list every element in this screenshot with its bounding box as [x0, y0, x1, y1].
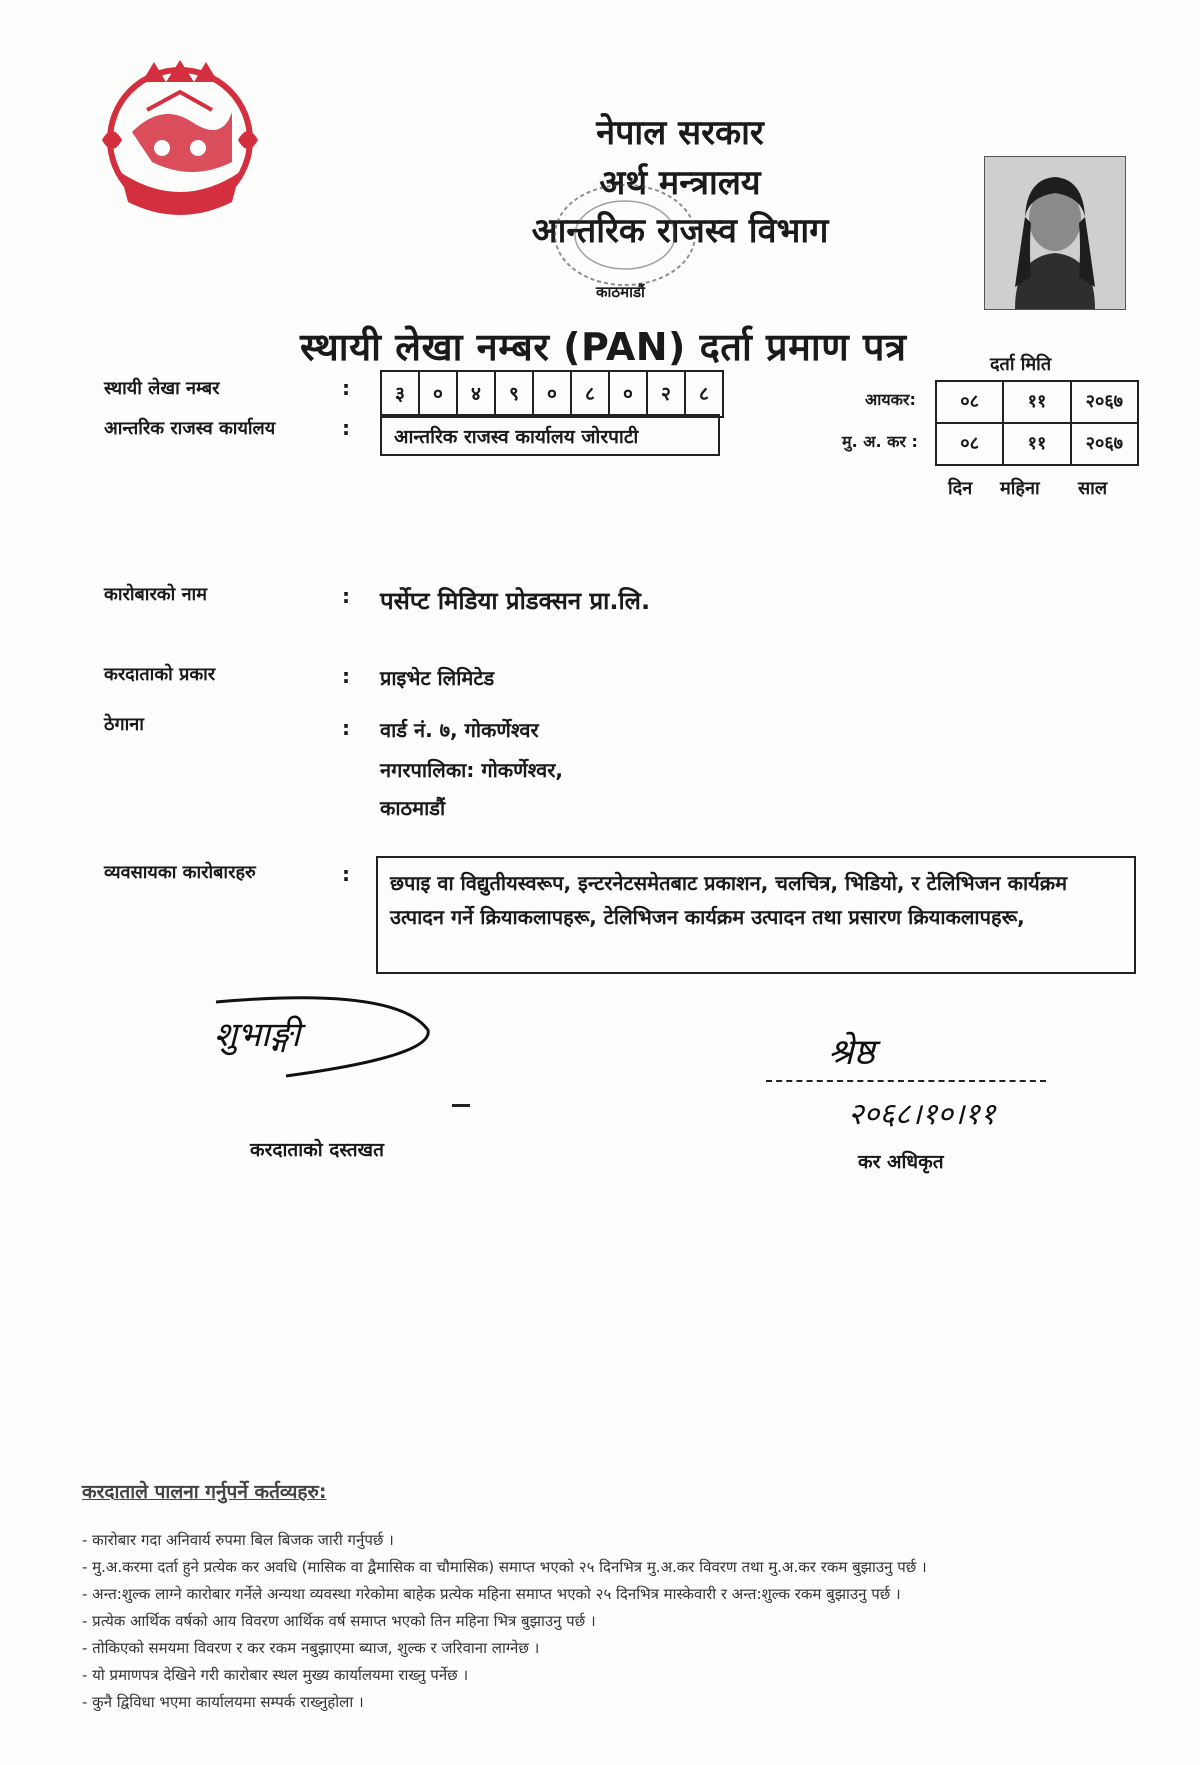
- vat-label: मु. अ. कर :: [842, 432, 918, 451]
- duty-item: - यो प्रमाणपत्र देखिने गरी कारोबार स्थल मुख्य कार्यालयमा राख्नु पर्नेछ ।: [82, 1666, 469, 1684]
- pan-digit: ८: [572, 372, 610, 416]
- stamp-city: काठमाडौं: [596, 283, 645, 301]
- office-label: आन्तरिक राजस्व कार्यालय: [104, 418, 276, 439]
- duty-item: - कुनै द्विविधा भएमा कार्यालयमा सम्पर्क राख्नुहोला ।: [82, 1693, 364, 1711]
- pan-digit: ३: [382, 372, 420, 416]
- income-tax-label: आयकर:: [865, 390, 916, 409]
- pan-number-box: [380, 370, 724, 418]
- business-name-value: पर्सेप्ट मिडिया प्रोडक्सन प्रा.लि.: [380, 587, 651, 615]
- pan-digit: ०: [534, 372, 572, 416]
- taxpayer-type-colon: :: [342, 664, 350, 688]
- duty-item: - प्रत्येक आर्थिक वर्षको आय विवरण आर्थिक वर्ष समाप्त भएको तिन महिना भित्र बुझाउनु पर्छ ।: [82, 1612, 596, 1630]
- activities-label: व्यवसायका कारोबारहरु: [104, 862, 256, 883]
- registration-date-grid: [935, 380, 1139, 466]
- business-name-label: कारोबारको नाम: [104, 584, 207, 605]
- col-day-label: दिन: [948, 478, 973, 499]
- date-year: २०६७: [1085, 391, 1124, 412]
- activities-value: छपाइ वा विद्युतीयस्वरूप, इन्टरनेटसमेतबाट प्रकाशन, चलचित्र, भिडियो, र टेलिभिजन कार्यक्रम उत्पादन गर्ने क्रियाकलापहरू, टेलिभिजन कार्यक्रम उत्पादन तथा प्रसारण क्रियाकलापहरू,: [376, 856, 1136, 974]
- office-colon: :: [342, 416, 350, 440]
- taxpayer-signature: शुभाङ्गी: [214, 1015, 301, 1055]
- taxpayer-type-label: करदाताको प्रकार: [104, 664, 216, 685]
- officer-signature-line: [766, 1080, 1046, 1082]
- date-month: ११: [1004, 424, 1071, 464]
- pan-label: स्थायी लेखा नम्बर: [104, 378, 220, 399]
- income-tax-date-row: [937, 382, 1137, 424]
- duty-item: - कारोबार गदा अनिवार्य रुपमा बिल बिजक जारी गर्नुपर्छ ।: [82, 1531, 394, 1549]
- duty-item: - मु.अ.करमा दर्ता हुने प्रत्येक कर अवधि (मासिक वा द्वैमासिक वा चौमासिक) समाप्त भएको २५ दिनभित्र मु.अ.कर विवरण तथा मु.अ.कर रकम बुझाउनु पर्छ ।: [82, 1558, 927, 1576]
- taxpayer-type-value: प्राइभेट लिमिटेड: [380, 666, 495, 690]
- taxpayer-signature-label: करदाताको दस्तखत: [250, 1139, 384, 1161]
- person-photo-icon: [985, 157, 1125, 309]
- date-year: २०६७: [1085, 433, 1124, 454]
- taxpayer-dash: [452, 1104, 470, 1107]
- office-value: आन्तरिक राजस्व कार्यालय जोरपाटी: [380, 414, 720, 456]
- address-line3: काठमाडौं: [380, 796, 446, 820]
- pan-digit: ४: [458, 372, 496, 416]
- pan-digit: २: [648, 372, 686, 416]
- pan-colon: :: [342, 376, 350, 400]
- pan-digit: ०: [420, 372, 458, 416]
- header-government: नेपाल सरकार: [596, 113, 764, 153]
- address-label: ठेगाना: [104, 714, 144, 735]
- col-year-label: साल: [1078, 478, 1108, 499]
- duty-item: - तोकिएको समयमा विवरण र कर रकम नबुझाएमा ब्याज, शुल्क र जरिवाना लाग्नेछ ।: [82, 1639, 540, 1657]
- address-line2: नगरपालिका: गोकर्णेश्वर,: [380, 758, 563, 782]
- pan-digit: ०: [610, 372, 648, 416]
- header-ministry: अर्थ मन्त्रालय: [599, 163, 761, 203]
- business-name-colon: :: [342, 584, 350, 608]
- header-department: आन्तरिक राजस्व विभाग: [531, 211, 829, 251]
- address-colon: :: [342, 716, 350, 740]
- certificate-title: स्थायी लेखा नम्बर (PAN) दर्ता प्रमाण पत्र: [300, 325, 907, 369]
- officer-signature: श्रेष्ठ: [828, 1032, 875, 1073]
- date-month: ११: [1004, 382, 1071, 422]
- address-line1: वार्ड नं. ७, गोकर्णेश्वर: [380, 718, 539, 742]
- taxpayer-photo: [984, 156, 1126, 310]
- officer-label: कर अधिकृत: [858, 1151, 944, 1173]
- registration-date-title: दर्ता मिति: [990, 354, 1052, 375]
- date-day: ०८: [937, 382, 1004, 422]
- officer-signature-date: २०६८।१०।११: [848, 1097, 996, 1132]
- vat-date-row: [937, 424, 1137, 464]
- pan-digit: ९: [496, 372, 534, 416]
- date-day: ०८: [937, 424, 1004, 464]
- pan-digit: ८: [699, 383, 709, 405]
- col-month-label: महिना: [1000, 478, 1040, 499]
- activities-colon: :: [342, 862, 350, 886]
- duty-item: - अन्त:शुल्क लाग्ने कारोबार गर्नेले अन्यथा व्यवस्था गरेकोमा बाहेक प्रत्येक महिना समाप्त भएको २५ दिनभित्र मास्केवारी र अन्त:शुल्क रकम बुझाउनु पर्छ ।: [82, 1585, 901, 1603]
- duties-title: करदाताले पालना गर्नुपर्ने कर्तव्यहरु:: [82, 1481, 327, 1503]
